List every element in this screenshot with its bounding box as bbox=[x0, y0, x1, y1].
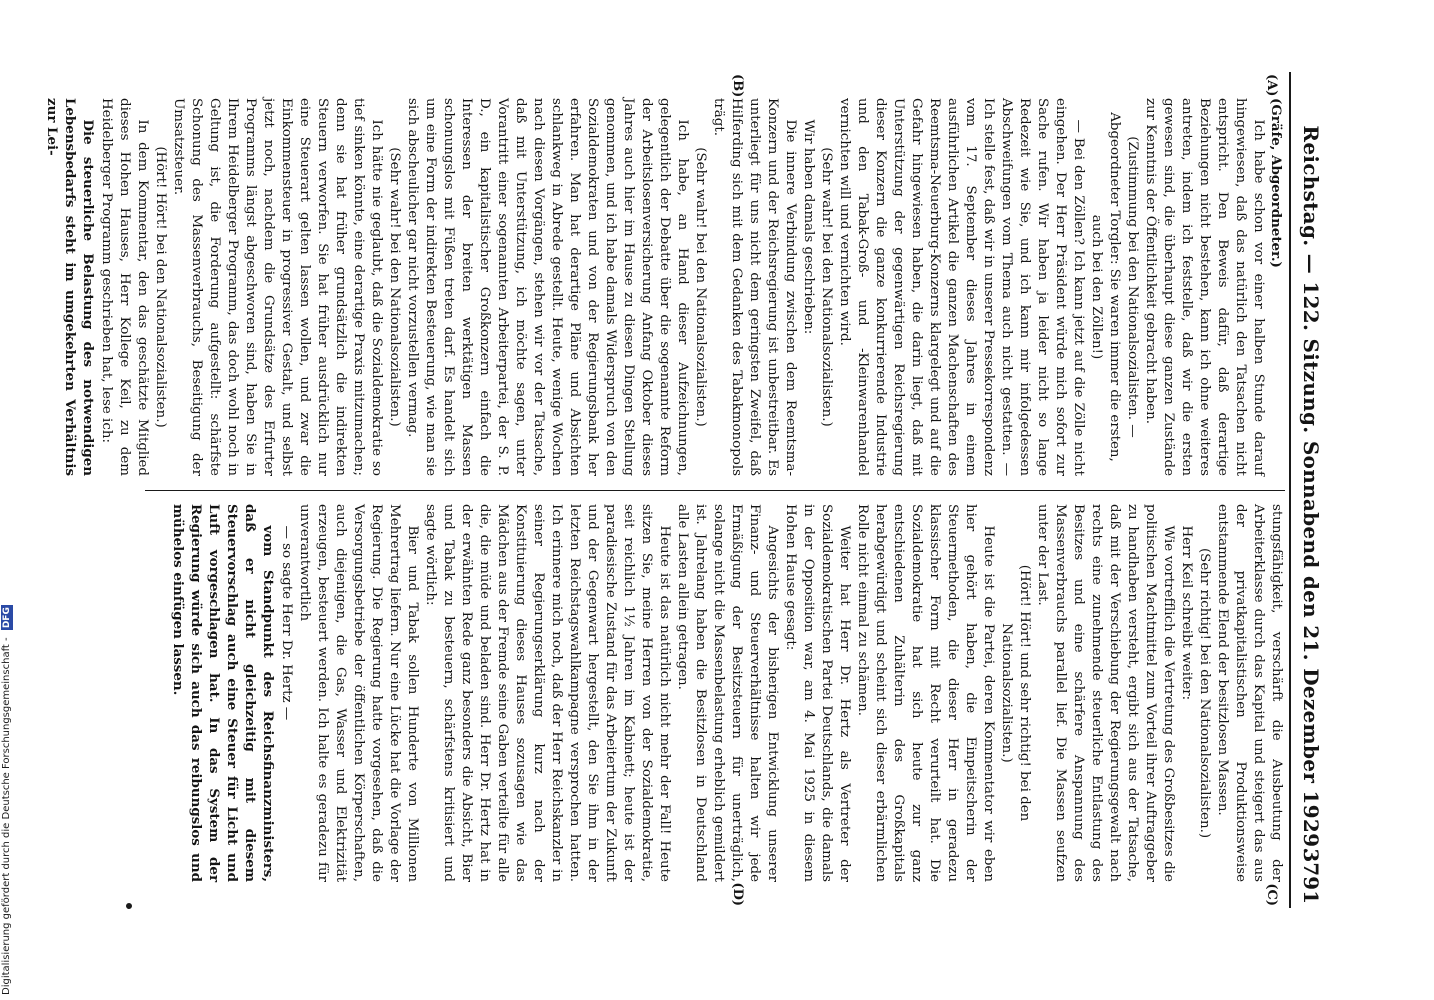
interjection: (Sehr wahr! bei den Nationalsozialisten.) bbox=[387, 147, 402, 427]
margin-mark-d: (D) bbox=[730, 882, 745, 906]
paragraph: Ich habe schon vor einer halben Stunde darauf hingewiesen, daß das natürlich den Tatsachen nicht entspricht. Den Beweis dafür, daß derartige Beziehungen nicht bestehen, kann ich ohne weiteres antreten, indem ich feststelle, daß wir die ersten gewesen sind, die überhaupt diese ganzen Zustände zur Kenntnis der Öffentlichkeit gebracht haben. bbox=[1143, 98, 1266, 476]
paragraph: Herr Keil schreibt weiter: bbox=[1179, 525, 1194, 701]
dfg-logo-icon: DFG bbox=[2, 607, 12, 629]
quotation: vom Standpunkt des Reichsfinanzministers, daß er nicht gleichzeitig mit diesem Steuervorschlag auch eine Steuer für Licht und Luft vorgeschlagen hat. In das System der Regierung würde sich auch das reibungslos und mühelos einfügen lassen. bbox=[170, 504, 276, 882]
paragraph: — so sagte Herr Dr. Hertz — bbox=[279, 525, 294, 721]
quotation: stungsfähigkeit, verschärft die Ausbeutung der Arbeiterklasse durch das Kapital und steigert das aus der privatkapitalistischen Produktionsweise entstammende Elend der besitzlosen Massen. bbox=[1215, 504, 1284, 882]
interjection: (Sehr wahr! bei den Nationalsozialisten.) bbox=[819, 147, 834, 427]
speaker-label: (Gräfe, Abgeordneter.) bbox=[1268, 98, 1284, 268]
text-columns bbox=[44, 72, 1285, 908]
paragraph: Heute ist die Partei, deren Kommentator wir eben hier gehört haben, die Einpeitscherin der Steuermethoden, die dieser Herr in geradezu klassischer Form mit Recht verurteilt hat. Die Sozialdemokratie hat sich heute zur ganz entschiedenen Zuhälterin des Großkapitals herabgewürdigt und scheint sich dieser erbärmlichen Rolle nicht einmal zu schämen. bbox=[855, 504, 996, 882]
right-column bbox=[145, 490, 1285, 908]
interjection: (Hört! Hört! bei den Nationalsozialisten.) bbox=[153, 146, 168, 428]
newspaper-page bbox=[44, 60, 1325, 920]
paragraph: Ich habe, an Hand dieser Aufzeichnungen, gelegentlich der Debatte über die sogenannte Reform der Arbeitslosenversicherung Anfang Oktober dieses Jahres auch hier im Hause zu diesen Dingen Stellung genommen, und ich habe damals Widerspruch von den Sozialdemokraten und von der Regierungsbank her erfahren. Man hat derartige Pläne und Absichten schlankweg in Abrede gestellt. Heute, wenige Wochen nach diesen Vorgängen, stehen wir vor der Tatsache, daß mit Unterstützung, ich möchte sagen, unter Vorantritt einer sogenannten Arbeiterpartei, der S. P. D., ein kapitalistischer Großkonzern einfach die Interessen der breiten werktätigen Massen schonungslos mit Füßen treten darf. Es handelt sich um eine Form der indirekten Besteuerung, wie man sie sich abscheulicher gar nicht vorzustellen vermag. bbox=[405, 98, 690, 476]
paragraph: — Bei den Zöllen? Ich kann jetzt auf die Zölle nicht eingehen. Der Herr Präsident würde mich sofort zur Sache rufen. Wir haben ja leider nicht so lange Redezeit wie Sie, und ich kann mir infolgedessen Abschweifungen vom Thema auch nicht gestatten. — Ich stelle fest, daß wir in unserer Pressekorrespondenz vom 17. September dieses Jahres in einem ausführlichen Artikel die ganzen Machenschaften des Reemtsma-Neuerburg-Konzerns klargelegt und auf die Gefahr hingewiesen haben, die darin liegt, daß mit Unterstützung der gegenwärtigen Reichsregierung dieser Konzern die ganze konkurrierende Industrie und den Tabak-Groß- und -Kleinwarenhandel vernichten will und vernichten wird. bbox=[837, 98, 1086, 476]
paragraph: In dem Kommentar, den das geschätzte Mitglied dieses Hohen Hauses, Herr Kollege Keil, zu dem Heidelberger Programm geschrieben hat, lese ich: bbox=[99, 98, 150, 476]
interjection: (Sehr wahr! bei den Nationalsozialisten.) bbox=[693, 147, 708, 427]
margin-mark-a: (A) bbox=[1264, 74, 1279, 97]
quotation: Die innere Verbindung zwischen dem Reemtsma-Konzern und der Reichsregierung ist unbestreitbar. Es unterliegt für uns nicht dem geringsten Zweifel, daß Hilferding sich mit dem Gedanken des Tabakmonopols trägt. bbox=[711, 98, 798, 476]
margin-mark-c: (C) bbox=[1264, 883, 1279, 906]
left-column bbox=[44, 72, 1285, 490]
quotation: Angesichts der bisherigen Entwicklung unserer Finanz- und Steuerverhältnisse halten wir jede Ermäßigung der Besitzsteuern für unerträglich, solange nicht die Massenbelastung erheblich gemildert ist. Jahrelang haben die Besitzlosen in Deutschland alle Lasten allein getragen. bbox=[675, 504, 780, 882]
credit-text: Digitalisierung gefördert durch die Deutsche Forschungsgemeinschaft - bbox=[1, 637, 12, 995]
interjection: (Hört! Hört! und sehr richtig! bei den Nationalsozialisten.) bbox=[999, 564, 1032, 822]
quotation: Bier und Tabak sollen Hunderte von Millionen Mehrertrag liefern. Nur eine Lücke hat die Vorlage der Regierung. Die Regierung hatte vorgesehen, daß die Versorgungsbetriebe der öffentlichen Körperschaften, auch diejenigen, die Gas, Wasser und Elektrizität erzeugen, besteuert werden. Ich halte es geradezu für unverantwortlich bbox=[297, 504, 420, 882]
margin-mark-b: (B) bbox=[730, 74, 745, 98]
paragraph: Heute ist das natürlich nicht mehr der Fall! Heute sitzen Sie, meine Herren von der Sozialdemokratie, seit reichlich 1½ Jahren im Kabinett; heute ist der paradiesische Zustand für das Arbeitertum der Zukunft und der Gegenwart hergestellt, den Sie ihm in der letzten Reichstagswahlkampagne versprochen hatten. Ich erinnere mich noch, daß der Herr Reichskanzler in seiner Regierungserklärung kurz nach der Konstituierung dieses Hauses sozusagen wie das Mädchen aus der Fremde seine Gaben verteilte für alle die, die müde und beladen sind. Herr Dr. Hertz hat in der erwähnten Rede ganz besonders die Absicht, Bier und Tabak zu besteuern, schärfstens kritisiert und sagte wörtlich: bbox=[423, 504, 672, 882]
paragraph: Wir haben damals geschrieben: bbox=[801, 119, 816, 335]
page-header bbox=[1289, 72, 1325, 908]
header-title: Reichstag. — 122. Sitzung. Sonnabend den 21. Dezember 1929. bbox=[1299, 125, 1323, 855]
quotation: Wie vortrefflich die Vertretung des Großbesitzes die politischen Machtmittel zum Vorteil ihrer Auftraggeber zu handhaben versteht, ergibt sich aus der Tatsache, daß mit der Verschiebung der Regierungsgewalt nach rechts eine zunehmende steuerliche Entlastung des Besitzes und eine schärfere Anspannung des Massenverbrauchs parallel lief. Die Massen seufzen unter der Last. bbox=[1035, 504, 1176, 882]
quotation: Die steuerliche Belastung des notwendigen Lebensbedarfs steht im umgekehrten Verhältnis zur Lei- bbox=[44, 98, 96, 476]
paragraph: Ich hätte nie geglaubt, daß die Sozialdemokratie so tief sinken könnte, eine derartige Praxis mitzumachen; denn sie hat früher grundsätzlich die indirekten Steuern verworfen. Sie hat früher ausdrücklich nur eine Steuerart gelten lassen wollen, und zwar die Einkommensteuer in progressiver Gestalt, und selbst jetzt noch, nachdem die Grundsätze des Erfurter Programms längst abgeschworen sind, haben Sie in Ihrem Heidelberger Programm, das doch wohl noch in Geltung ist, die Forderung aufgestellt: schärfste Schonung des Massenverbrauchs, Beseitigung der Umsatzsteuer. bbox=[171, 98, 384, 476]
interjection: (Zustimmung bei den Nationalsozialisten. — Abgeordneter Torgler: Sie waren immer die ersten, auch bei den Zöllen!) bbox=[1089, 112, 1140, 462]
column-divider bbox=[145, 490, 1285, 491]
paragraph: Weiter hat Herr Dr. Hertz als Vertreter der Sozialdemokratischen Partei Deutschlands, die damals in der Opposition war, am 4. Mai 1925 in diesem Hohen Hause gesagt: bbox=[783, 504, 852, 882]
interjection: (Sehr richtig! bei den Nationalsozialisten.) bbox=[1197, 547, 1212, 839]
ink-dot bbox=[126, 903, 132, 909]
digitization-credit bbox=[0, 5, 14, 995]
page-number: 3791 bbox=[1299, 848, 1323, 904]
